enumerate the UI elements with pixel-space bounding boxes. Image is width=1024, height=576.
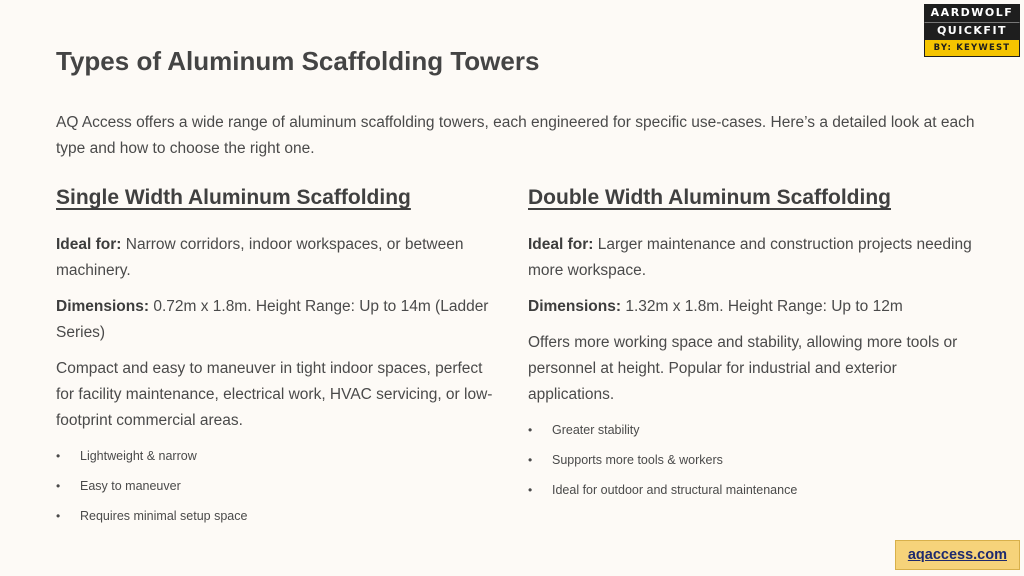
logo-line-quickfit: QUICKFIT (924, 22, 1020, 40)
dimensions-text: 1.32m x 1.8m. Height Range: Up to 12m (621, 298, 903, 315)
ideal-for-label: Ideal for: (56, 236, 122, 253)
list-item (56, 508, 501, 524)
bullet-icon: • (56, 449, 61, 463)
single-width-section (56, 186, 501, 538)
double-ideal-for (528, 232, 973, 284)
list-item-text: Ideal for outdoor and structural maintenance (552, 483, 798, 497)
double-description: Offers more working space and stability, allowing more tools or personnel at height. Popular for industrial and exterior applications. (528, 334, 958, 403)
list-item (56, 478, 501, 494)
single-ideal-for (56, 232, 501, 284)
single-dimensions (56, 294, 501, 346)
ideal-for-text: Narrow corridors, indoor workspaces, or between machinery. (56, 236, 464, 279)
list-item-text: Supports more tools & workers (552, 453, 723, 467)
bullet-icon: • (56, 479, 61, 493)
list-item-text: Easy to maneuver (80, 479, 181, 493)
single-width-heading: Single Width Aluminum Scaffolding (56, 186, 411, 209)
list-item (528, 452, 973, 468)
intro-paragraph: AQ Access offers a wide range of aluminum scaffolding towers, each engineered for specific use-cases. Here’s a detailed look at each type and how to choose the right one. (56, 114, 975, 157)
double-width-section (528, 186, 973, 512)
ideal-for-label: Ideal for: (528, 236, 594, 253)
website-link[interactable]: aqaccess.com (895, 540, 1020, 570)
double-feature-list (528, 422, 973, 498)
single-feature-list (56, 448, 501, 524)
list-item-text: Requires minimal setup space (80, 509, 248, 523)
single-description: Compact and easy to maneuver in tight indoor spaces, perfect for facility maintenance, electrical work, HVAC servicing, or low-footprint commercial areas. (56, 360, 493, 429)
bullet-icon: • (56, 509, 61, 523)
page-title: Types of Aluminum Scaffolding Towers (56, 46, 540, 76)
double-dimensions (528, 294, 973, 320)
list-item (528, 482, 973, 498)
bullet-icon: • (528, 453, 533, 467)
company-logo (924, 4, 1020, 56)
dimensions-label: Dimensions: (56, 298, 150, 315)
bullet-icon: • (528, 483, 533, 497)
list-item (56, 448, 501, 464)
dimensions-label: Dimensions: (528, 298, 622, 315)
dimensions-text: 0.72m x 1.8m. Height Range: Up to 14m (Ladder Series) (56, 298, 489, 341)
list-item (528, 422, 973, 438)
ideal-for-text: Larger maintenance and construction projects needing more workspace. (528, 236, 972, 279)
double-width-heading: Double Width Aluminum Scaffolding (528, 186, 891, 209)
logo-line-keywest: BY: KEYWEST (924, 40, 1020, 57)
bullet-icon: • (528, 423, 533, 437)
list-item-text: Lightweight & narrow (80, 449, 197, 463)
logo-line-aardwolf: AARDWOLF (924, 4, 1020, 22)
list-item-text: Greater stability (552, 423, 640, 437)
